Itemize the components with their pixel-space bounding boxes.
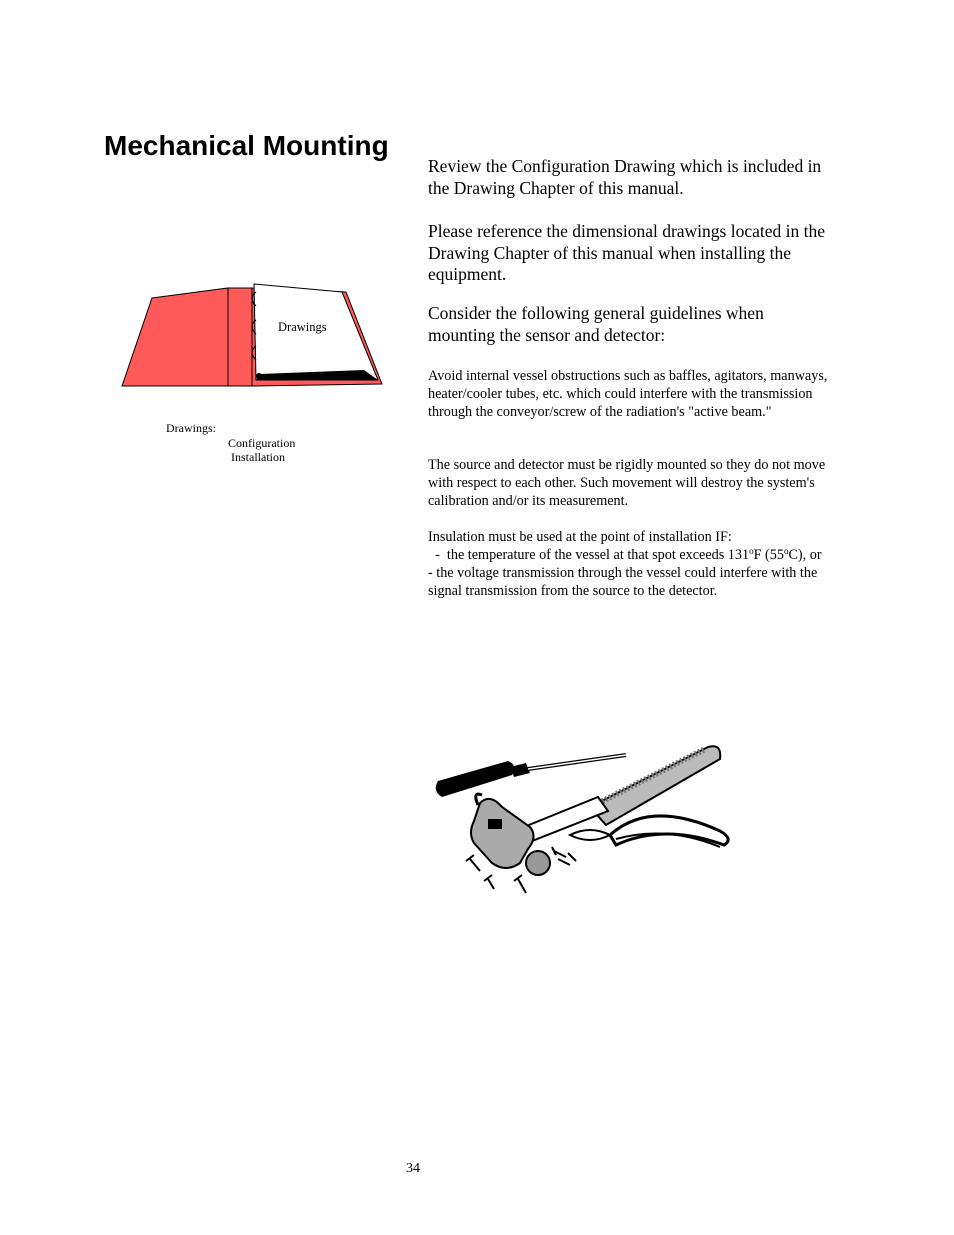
binder-caption-item: Installation [231, 450, 285, 464]
insulation-line: Insulation must be used at the point of installation IF: [428, 529, 732, 545]
binder-caption-item: Configuration [228, 436, 296, 450]
binder-caption-title: Drawings: [166, 421, 216, 435]
page-number: 34 [406, 1161, 420, 1176]
guideline-paragraph: The source and detector must be rigidly mounted so they do not move with respect to each other. Such movement will destroy the system's calibration and/or its measurement. [428, 457, 826, 509]
degree-symbol: o [783, 546, 789, 556]
guideline-paragraph [428, 528, 828, 600]
insulation-text: - the temperature of the vessel at that spot exceeds 131 [428, 547, 750, 563]
degree-symbol: o [749, 546, 754, 556]
binder-label: Drawings [278, 320, 327, 334]
guideline-paragraph: Avoid internal vessel obstructions such as baffles, agitators, manways, heater/cooler tubes, etc. which could interfere with the transmission through the conveyor/screw of the radiation's "active beam." [428, 368, 828, 420]
insulation-text: F (55 [753, 547, 784, 563]
page-title: Mechanical Mounting [104, 130, 389, 161]
intro-paragraph: Please reference the dimensional drawings located in the Drawing Chapter of this manual when installing the equipment. [428, 221, 825, 284]
intro-paragraph: Review the Configuration Drawing which is included in the Drawing Chapter of this manual. [428, 156, 822, 198]
tools-illustration-icon [430, 735, 760, 900]
binder-illustration-icon [120, 280, 390, 392]
intro-paragraph: Consider the following general guidelines when mounting the sensor and detector: [428, 303, 764, 345]
insulation-text: C), or - the voltage transmission through the vessel could interfere with the signal transmission from the source to the detector. [428, 547, 822, 599]
